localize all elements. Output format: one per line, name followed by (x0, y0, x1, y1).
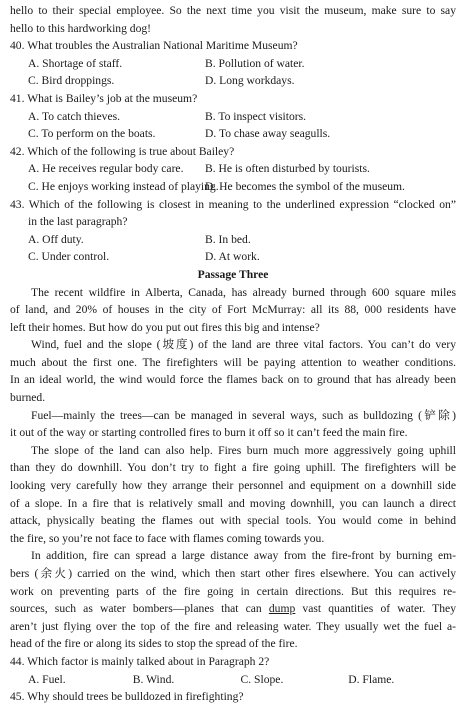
text-line: than they do downhill. You don’t try to fight a fire going uphill. The firefighters will be (10, 461, 456, 475)
text-line: The slope of the land can also help. Fires burn much more aggressively going uphill (31, 443, 456, 457)
option-d: D. Flame. (348, 672, 395, 686)
text-line: hello to their special employee. So the next time you visit the museum, make sure to say (10, 4, 456, 17)
text-line: burned. (10, 391, 46, 405)
option-c: C. Slope. (240, 672, 284, 686)
text-line: Fuel—mainly the trees—can be managed in several ways, such as bulldozing (铲除) (31, 408, 456, 422)
underlined-word: dump (268, 602, 296, 616)
option-d: D. He becomes the symbol of the museum. (205, 179, 405, 193)
option-b: B. Pollution of water. (205, 56, 305, 70)
option-b: B. He is often disturbed by tourists. (205, 162, 370, 176)
option-c: C. He enjoys working instead of playing. (28, 179, 219, 193)
passage-paragraph-3 (10, 407, 456, 442)
question-43 (10, 196, 456, 266)
question-45 (10, 688, 456, 706)
option-c: C. To perform on the boats. (28, 127, 156, 141)
options-row (10, 178, 456, 196)
question-stem: 44. Which factor is mainly talked about in Paragraph 2? (10, 654, 270, 668)
question-stem: 42. Which of the following is true about Bailey? (10, 144, 235, 158)
options-row (10, 160, 456, 178)
text-line: work on preventing parts of the fire going in certain directions. But this requires re- (10, 584, 456, 598)
option-a: A. Off duty. (28, 232, 84, 246)
text-line: much about the first one. The firefighters will be paying attention to weather conditions. (10, 355, 456, 369)
question-stem: 45. Why should trees be bulldozed in firefighting? (10, 690, 244, 704)
text-line: looking very carefully how they arrange their personnel and equipment on a downhill side (10, 479, 456, 493)
text-line: The recent wildfire in Alberta, Canada, has already burned through 600 square miles (31, 285, 456, 299)
text-line: it out of the way or starting controlled fires to burn it off so it can’t feed the main fire. (10, 426, 408, 440)
option-b: B. In bed. (205, 232, 251, 246)
option-d: D. Long workdays. (205, 74, 295, 88)
options-row (10, 55, 456, 73)
option-d: D. At work. (205, 250, 260, 264)
question-42 (10, 143, 456, 196)
text-line: attack, physically beating the flames out with special tools. You would come in behind (10, 514, 456, 528)
option-a: A. Shortage of staff. (28, 56, 123, 70)
options-row (10, 671, 456, 689)
option-d: D. To chase away seagulls. (205, 127, 331, 141)
text-line: hello to this hardworking dog! (10, 21, 152, 35)
text-line: head of the fire or along its sides to stop the spread of the fire. (10, 637, 298, 651)
text-line: In addition, fire can spread a large distance away from the fire-front by burning em- (31, 549, 456, 563)
question-stem: 43. Which of the following is closest in meaning to the underlined expression “clocked on” (10, 197, 456, 211)
text-line: of a slope. In a fire that is relatively small and moving downhill, you can launch a direct (10, 496, 456, 510)
question-40 (10, 37, 456, 90)
text-line: left their homes. But how do you put out fires this big and intense? (10, 320, 320, 334)
options-row (10, 108, 456, 126)
option-a: A. To catch thieves. (28, 109, 121, 123)
option-c: C. Under control. (28, 250, 110, 264)
option-a: A. He receives regular body care. (28, 162, 184, 176)
text-line: Wind, fuel and the slope (坡度) of the land are three vital factors. You can’t do very (31, 338, 456, 352)
text-line: bers (余火) carried on the wind, which then start other fires elsewhere. You can actively (10, 567, 456, 580)
question-stem: 40. What troubles the Australian National Maritime Museum? (10, 39, 298, 53)
option-a: A. Fuel. (28, 672, 66, 686)
text-line: aren’t just flying over the top of the fire and releasing water. They usually wet the fuel a- (10, 619, 456, 633)
options-row (10, 125, 456, 143)
question-stem-cont: in the last paragraph? (28, 215, 128, 229)
question-stem: 41. What is Bailey’s job at the museum? (10, 91, 198, 105)
option-c: C. Bird droppings. (28, 74, 115, 88)
options-row (10, 72, 456, 90)
passage-paragraph-2 (10, 336, 456, 406)
intro-paragraph (10, 2, 456, 37)
passage-title: Passage Three (197, 267, 269, 281)
passage-paragraph-5 (10, 547, 456, 653)
question-41 (10, 90, 456, 143)
text-line: sources, such as water bombers—planes that can dump vast quantities of water. They (10, 602, 456, 616)
option-b: B. To inspect visitors. (205, 109, 307, 123)
passage-paragraph-4 (10, 442, 456, 548)
options-row (10, 248, 456, 266)
options-row (10, 231, 456, 249)
passage-paragraph-1 (10, 284, 456, 337)
text-line: the fire, so you’re not face to face with flames coming towards you. (10, 531, 325, 545)
text-line: of land, and 20% of houses in the city of Fort McMurray: all its 88, 000 residents have (10, 303, 456, 317)
option-b: B. Wind. (132, 672, 175, 686)
question-44 (10, 653, 456, 688)
text-line: In an ideal world, the wind would force the flames back on to ground that has already been (10, 373, 456, 387)
